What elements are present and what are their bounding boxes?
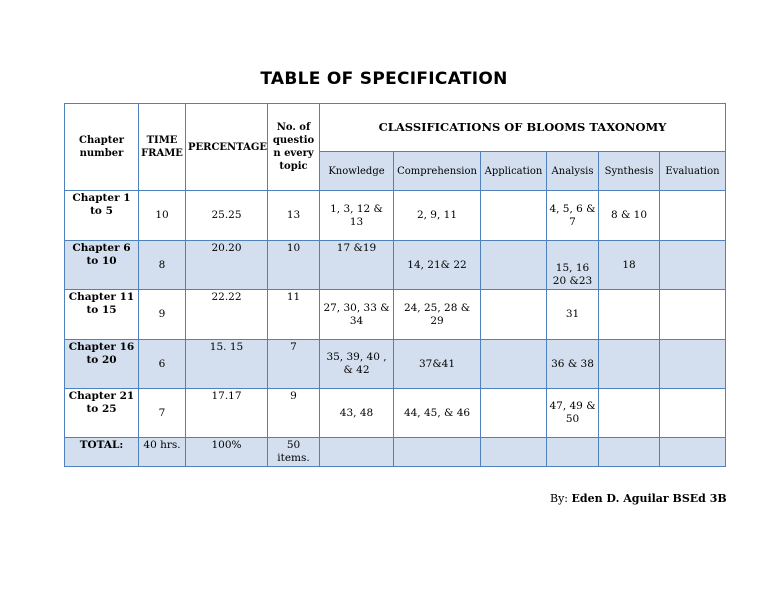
cell-percentage: 20.20 (186, 241, 268, 290)
cell-evaluation (660, 340, 726, 389)
cell-evaluation (660, 191, 726, 241)
cell-time: 8 (139, 241, 186, 290)
total-synthesis (599, 438, 660, 467)
cell-chapter: Chapter 11 to 15 (65, 290, 139, 340)
cell-time: 10 (139, 191, 186, 241)
cell-questions: 10 (268, 241, 320, 290)
header-synthesis: Synthesis (599, 152, 660, 191)
cell-questions: 13 (268, 191, 320, 241)
specification-table (64, 103, 726, 467)
table-row (65, 191, 726, 241)
header-comprehension: Comprehension (394, 152, 481, 191)
cell-questions: 11 (268, 290, 320, 340)
total-comprehension (394, 438, 481, 467)
cell-time: 9 (139, 290, 186, 340)
cell-time: 7 (139, 389, 186, 438)
header-application: Application (481, 152, 547, 191)
total-knowledge (320, 438, 394, 467)
cell-questions: 9 (268, 389, 320, 438)
cell-chapter: Chapter 1 to 5 (65, 191, 139, 241)
header-row (65, 104, 726, 152)
cell-synthesis: 18 (599, 241, 660, 290)
cell-questions: 7 (268, 340, 320, 389)
cell-synthesis (599, 389, 660, 438)
header-analysis: Analysis (547, 152, 599, 191)
page-title: TABLE OF SPECIFICATION (260, 69, 508, 89)
total-row (65, 438, 726, 467)
total-percentage: 100% (186, 438, 268, 467)
total-label: TOTAL: (65, 438, 139, 467)
cell-percentage: 15. 15 (186, 340, 268, 389)
cell-percentage: 25.25 (186, 191, 268, 241)
total-questions: 50 items. (268, 438, 320, 467)
cell-chapter: Chapter 21 to 25 (65, 389, 139, 438)
cell-application (481, 340, 547, 389)
byline-prefix: By: (550, 492, 569, 505)
cell-analysis: 4, 5, 6 & 7 (547, 191, 599, 241)
cell-evaluation (660, 241, 726, 290)
cell-percentage: 22.22 (186, 290, 268, 340)
cell-synthesis: 8 & 10 (599, 191, 660, 241)
cell-comprehension: 14, 21& 22 (394, 241, 481, 290)
header-blooms: CLASSIFICATIONS OF BLOOMS TAXONOMY (320, 104, 726, 152)
cell-comprehension: 2, 9, 11 (394, 191, 481, 241)
cell-analysis: 36 & 38 (547, 340, 599, 389)
header-percentage: PERCENTAGE (186, 104, 268, 191)
cell-analysis: 31 (547, 290, 599, 340)
author-byline (550, 492, 727, 505)
cell-percentage: 17.17 (186, 389, 268, 438)
cell-time: 6 (139, 340, 186, 389)
total-time: 40 hrs. (139, 438, 186, 467)
author-name: Eden D. Aguilar BSEd 3B (571, 492, 727, 505)
cell-chapter: Chapter 16 to 20 (65, 340, 139, 389)
cell-knowledge: 1, 3, 12 & 13 (320, 191, 394, 241)
header-time-frame: TIME FRAME (139, 104, 186, 191)
cell-synthesis (599, 290, 660, 340)
table-row (65, 290, 726, 340)
cell-knowledge: 43, 48 (320, 389, 394, 438)
cell-evaluation (660, 290, 726, 340)
total-evaluation (660, 438, 726, 467)
cell-knowledge: 17 &19 (320, 241, 394, 290)
cell-application (481, 241, 547, 290)
cell-application (481, 389, 547, 438)
cell-application (481, 191, 547, 241)
total-application (481, 438, 547, 467)
header-questions: No. of questio n every topic (268, 104, 320, 191)
table-row (65, 389, 726, 438)
cell-comprehension: 24, 25, 28 & 29 (394, 290, 481, 340)
header-evaluation: Evaluation (660, 152, 726, 191)
cell-comprehension: 37&41 (394, 340, 481, 389)
cell-analysis: 47, 49 & 50 (547, 389, 599, 438)
cell-chapter: Chapter 6 to 10 (65, 241, 139, 290)
header-chapter: Chapter number (65, 104, 139, 191)
table-row (65, 340, 726, 389)
cell-comprehension: 44, 45, & 46 (394, 389, 481, 438)
header-knowledge: Knowledge (320, 152, 394, 191)
cell-knowledge: 27, 30, 33 & 34 (320, 290, 394, 340)
cell-knowledge: 35, 39, 40 , & 42 (320, 340, 394, 389)
cell-synthesis (599, 340, 660, 389)
cell-analysis: 15, 16 20 &23 (547, 241, 599, 290)
cell-application (481, 290, 547, 340)
total-analysis (547, 438, 599, 467)
table-row (65, 241, 726, 290)
cell-evaluation (660, 389, 726, 438)
